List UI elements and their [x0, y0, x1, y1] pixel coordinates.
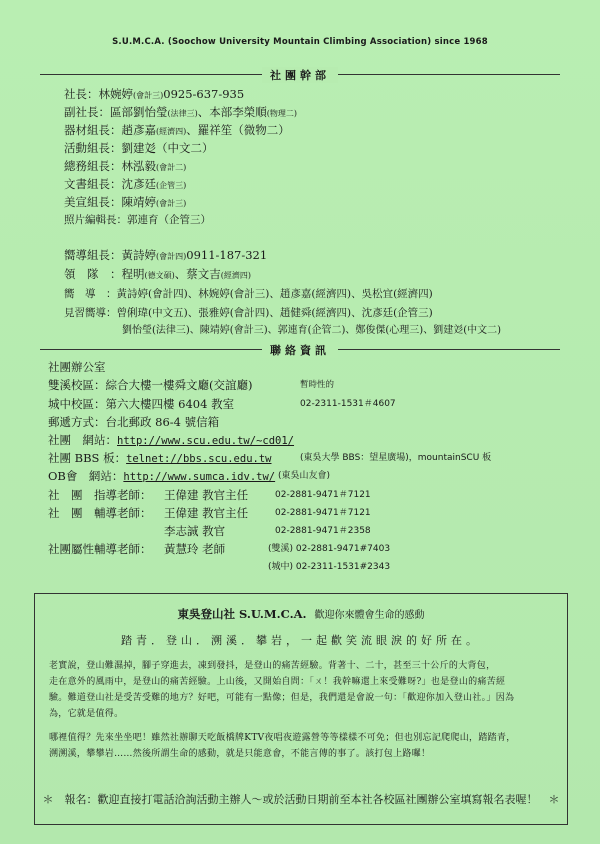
city-phone: 02-2311-1531＃4607	[300, 399, 396, 409]
guide-row-leader: 嚮導組長：黃詩婷(會計四)0911-187-321	[64, 248, 268, 262]
officers-section-divider	[40, 67, 560, 81]
officer-row-general-affairs: 總務組長：林泓毅(會計二)	[64, 159, 187, 173]
invitation-slogan: 踏青．登山．溯溪．攀岩，一起歡笑流眼淚的好所在。	[121, 634, 481, 647]
advisor-label: 社 團 指導老師：	[48, 488, 152, 502]
officer-row-president: 社長：林婉婷(會計三)0925-637-935	[64, 87, 245, 101]
ob-note: (東吳山友會)	[278, 471, 331, 481]
invitation-title: 東吳登山社 S.U.M.C.A. 歡迎你來體會生命的感動	[177, 607, 425, 621]
invitation-box	[34, 593, 568, 825]
contact-section-divider	[40, 342, 560, 356]
tutor-name: 王偉建 教官主任	[164, 506, 249, 520]
club-website-link[interactable]: http://www.scu.edu.tw/~cd01/	[117, 435, 295, 447]
city-campus: 城中校區：第六大樓四樓 6404 教室	[48, 397, 235, 411]
invitation-paragraph-1: 老實說，登山難濕掉，腳子穿進去，凍到發抖，是登山的痛苦經驗。背著十、二十，甚至三十公斤的大背包， 走在意外的風雨中，是登山的痛苦經驗。上山後，又開始自問：「ㄨ！我幹嘛還上來受難呀?」也是登山的痛苦經 驗。難道登山社是受苦受難的地方？好吧，可能有一點像；但是，我們還是會說一句：「歡迎你加入登山社。」因為 為，它就是值得。	[49, 661, 515, 719]
postal-address: 郵遞方式：台北郵政 86-4 號信箱	[48, 415, 220, 429]
officer-row-activity: 活動組長：劉建彣（中文二）	[64, 141, 214, 155]
affil-label: 社團屬性輔導老師：	[48, 542, 152, 556]
tutor2-name: 李志誠 教官	[164, 524, 226, 538]
bbs-note: (東吳大學 BBS：望星廣場)，mountainSCU 板	[300, 453, 492, 463]
club-website-row: 社團 網站：http://www.scu.edu.tw/~cd01/	[48, 433, 295, 447]
tutor2-phone: 02-2881-9471＃2358	[275, 526, 371, 536]
officers-title: 社團幹部	[262, 67, 338, 83]
tutor-phone: 02-2881-9471＃7121	[275, 508, 371, 518]
guide-row-trainees-cont: 劉怡瑩(法律三)、陳靖婷(會計三)、郭連育(企管二)、鄭俊傑(心理三)、劉建彣(中文二)	[122, 325, 502, 336]
officer-row-vice-president: 副社長：區部劉怡瑩(法律三)、本部李榮順(物理二)	[64, 105, 297, 119]
contact-title: 聯絡資訊	[262, 342, 338, 358]
advisor-phone: 02-2881-9471＃7121	[275, 490, 371, 500]
ob-website-link[interactable]: http://www.sumca.idv.tw/	[123, 471, 276, 483]
advisor-name: 王偉建 教官主任	[164, 488, 249, 502]
ob-website-row: OB會 網站：http://www.sumca.idv.tw/	[48, 469, 276, 483]
club-bbs-link[interactable]: telnet://bbs.scu.edu.tw	[126, 453, 272, 465]
officer-row-art: 美宣組長：陳靖婷(會計三)	[64, 195, 187, 209]
signup-note: ＊ 報名：歡迎直接打電話洽詢活動主辦人～或於活動日期前至本社各校區社團辦公室填寫報名表喔！ ＊	[42, 793, 560, 806]
tutor-label: 社 團 輔導老師：	[48, 506, 152, 520]
guide-row-trainees: 見習嚮導：曾俐瑋(中文五)、張雅婷(會計四)、趙健舜(經濟四)、沈彥廷(企管三)	[64, 307, 433, 319]
affil-name: 黃慧玲 老師	[164, 542, 226, 556]
officer-row-photo-editor: 照片編輯長：郭連育（企管三）	[64, 214, 211, 226]
shuangxi-campus: 雙溪校區：綜合大樓一樓舜文廳(交誼廳)	[48, 378, 253, 392]
affil-phone-2: (城中) 02-2311-1531#2343	[268, 562, 391, 572]
affil-phone-1: (雙溪) 02-2881-9471#7403	[268, 544, 391, 554]
officer-row-secretary: 文書組長：沈彥廷(企管三)	[64, 177, 187, 191]
shuangxi-note: 暫時性的	[300, 380, 335, 390]
guide-row-team-leaders: 領 隊 ：程明(德文碩)、蔡文吉(經濟四)	[64, 267, 251, 281]
header-title: S.U.M.C.A. (Soochow University Mountain Climbing Association) since 1968	[112, 37, 488, 47]
office-heading: 社團辦公室	[48, 360, 106, 374]
guide-row-guides: 嚮 導 ：黃詩婷(會計四)、林婉婷(會計三)、趙彥嘉(經濟四)、吳松宜(經濟四)	[64, 288, 433, 300]
invitation-paragraph-2: 哪裡值得？先來坐坐吧！雖然社辦聊天吃飯橋牌KTV夜唱夜遊露營等等樣樣不可免；但也別忘記爬爬山，踏踏青， 溯溯溪，攀攀岩……然後所謂生命的感動，就是只能意會，不能言傳的事了。該打包上路囉！	[49, 733, 516, 759]
club-bbs-row: 社團 BBS 板：telnet://bbs.scu.edu.tw	[48, 451, 272, 465]
officer-row-equipment: 器材組長：趙彥嘉(經濟四)、羅祥笙（微物二）	[64, 123, 290, 137]
